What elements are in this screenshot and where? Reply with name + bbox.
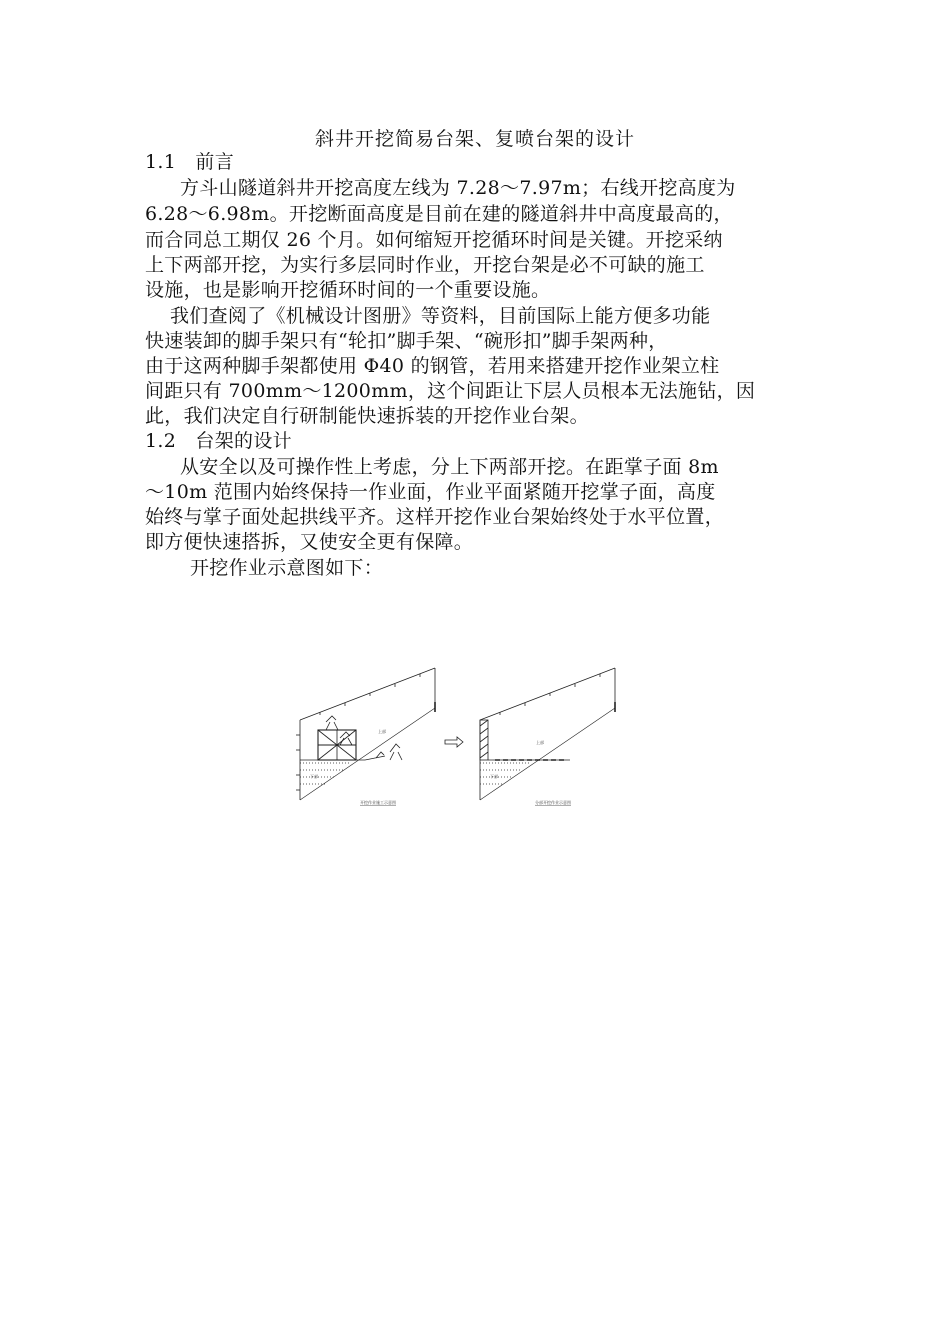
transition-arrow-icon	[445, 737, 463, 747]
right-lower-label: 下部	[490, 774, 498, 779]
left-upper-label: 上部	[378, 729, 386, 734]
paragraph-line: 方斗山隧道斜井开挖高度左线为 7.28～7.97m；右线开挖高度为	[180, 177, 736, 199]
right-upper-label: 上部	[536, 740, 544, 745]
paragraph-line: 我们查阅了《机械设计图册》等资料，目前国际上能方便多功能	[170, 305, 711, 327]
paragraph-line: 开挖作业示意图如下：	[190, 557, 384, 579]
paragraph-line: 快速装卸的脚手架只有“轮扣”脚手架、“碗形扣”脚手架两种，	[145, 330, 668, 352]
paragraph-line: 上下两部开挖，为实行多层同时作业，开挖台架是必不可缺的施工	[145, 254, 705, 276]
right-figure-caption: 分部开挖作业示意图	[535, 800, 571, 805]
paragraph-line: 间距只有 700mm～1200mm，这个间距让下层人员根本无法施钻，因	[145, 380, 756, 402]
left-figure-caption: 开挖作业施工示意图	[360, 800, 396, 805]
paragraph-line: ～10m 范围内始终保持一作业面，作业平面紧随开挖掌子面，高度	[145, 481, 716, 503]
paragraph-line: 设施，也是影响开挖循环时间的一个重要设施。	[145, 279, 551, 301]
section-heading-2: 1.2 台架的设计	[145, 430, 292, 452]
paragraph-line: 从安全以及可操作性上考虑，分上下两部开挖。在距掌子面 8m	[180, 456, 719, 478]
paragraph-line: 此，我们决定自行研制能快速拆装的开挖作业台架。	[145, 405, 589, 427]
paragraph-line: 6.28～6.98m。开挖断面高度是目前在建的隧道斜井中高度最高的，	[145, 203, 733, 225]
paragraph-line: 即方便快速搭拆，又使安全更有保障。	[145, 531, 474, 553]
right-tunnel-section	[480, 668, 615, 800]
paragraph-line: 而合同总工期仅 26 个月。如何缩短开挖循环时间是关键。开挖采纳	[145, 229, 723, 251]
excavation-diagram-svg	[290, 660, 630, 810]
section-heading-1: 1.1 前言	[145, 151, 235, 173]
paragraph-line: 由于这两种脚手架都使用 Φ40 的钢管，若用来搭建开挖作业架立柱	[145, 355, 720, 377]
excavation-diagram	[290, 660, 630, 810]
paragraph-line: 始终与掌子面处起拱线平齐。这样开挖作业台架始终处于水平位置，	[145, 506, 725, 528]
left-tunnel-section	[296, 668, 435, 800]
left-lower-label: 下部	[310, 774, 318, 779]
document-title: 斜井开挖简易台架、复喷台架的设计	[314, 128, 635, 150]
